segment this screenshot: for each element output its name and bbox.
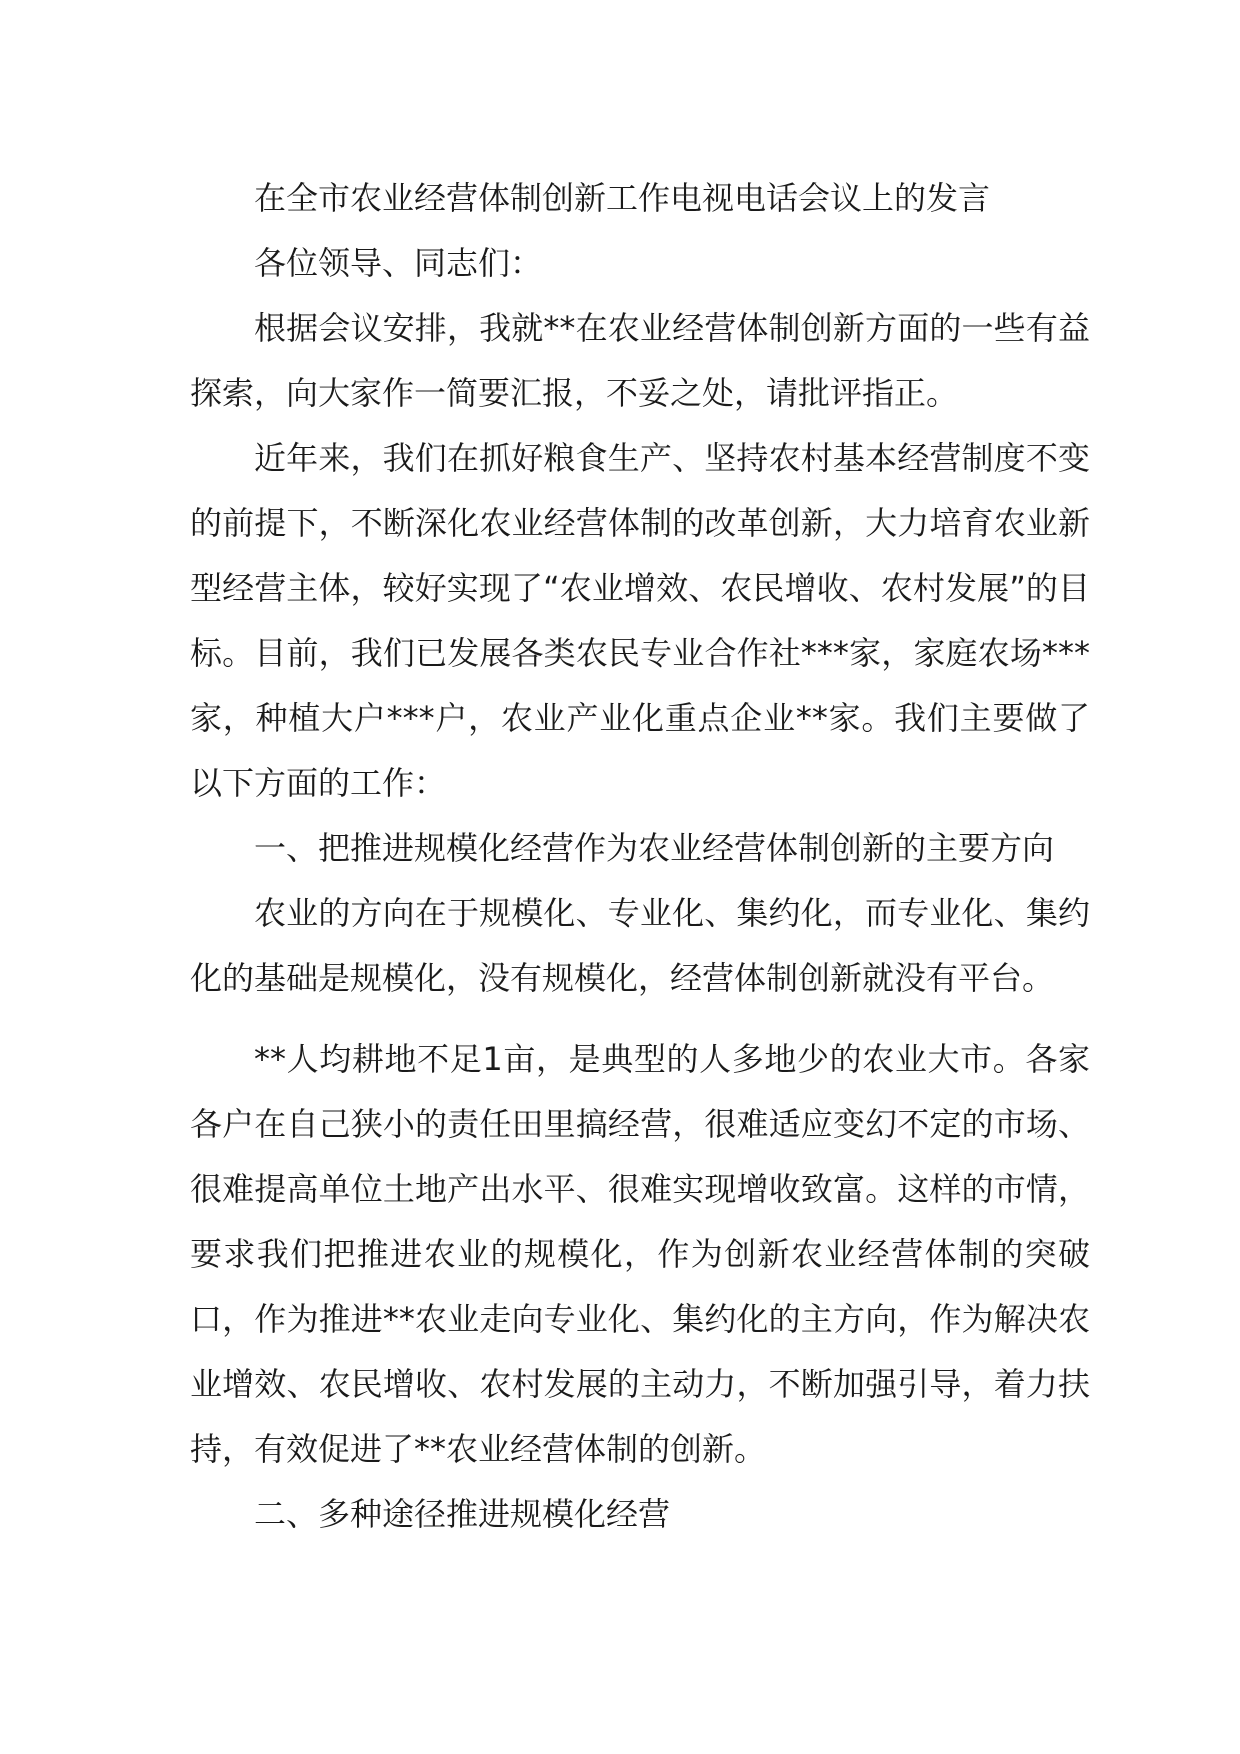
document-title: 在全市农业经营体制创新工作电视电话会议上的发言 bbox=[254, 179, 991, 217]
paragraph-direction: 农业的方向在于规模化、专业化、集约化，而专业化、集约化的基础是规模化，没有规模化，经营体制创新就没有平台。 bbox=[190, 894, 1090, 997]
section-heading-2: 二、多种途径推进规模化经营 bbox=[254, 1495, 671, 1533]
paragraph-situation: **人均耕地不足1亩，是典型的人多地少的农业大市。各家各户在自己狭小的责任田里搞经营，很难适应变幻不定的市场、很难提高单位土地产出水平、很难实现增收致富。这样的市情，要求我们把推进农业的规模化，作为创新农业经营体制的突破口，作为推进**农业走向专业化、集约化的主方向，作为解决农业增效、农民增收、农村发展的主动力，不断加强引导，着力扶持，有效促进了**农业经营体制的创新。 bbox=[190, 1040, 1090, 1468]
paragraph-intro: 根据会议安排，我就**在农业经营体制创新方面的一些有益探索，向大家作一简要汇报，不妥之处，请批评指正。 bbox=[190, 309, 1090, 412]
salutation: 各位领导、同志们： bbox=[254, 244, 543, 282]
section-heading-1: 一、把推进规模化经营作为农业经营体制创新的主要方向 bbox=[254, 829, 1055, 867]
paragraph-overview: 近年来，我们在抓好粮食生产、坚持农村基本经营制度不变的前提下，不断深化农业经营体制的改革创新，大力培育农业新型经营主体，较好实现了“农业增效、农民增收、农村发展”的目标。目前，我们已发展各类农民专业合作社***家，家庭农场***家，种植大户***户，农业产业化重点企业**家。我们主要做了以下方面的工作： bbox=[190, 439, 1090, 802]
document-body bbox=[190, 166, 1090, 1547]
